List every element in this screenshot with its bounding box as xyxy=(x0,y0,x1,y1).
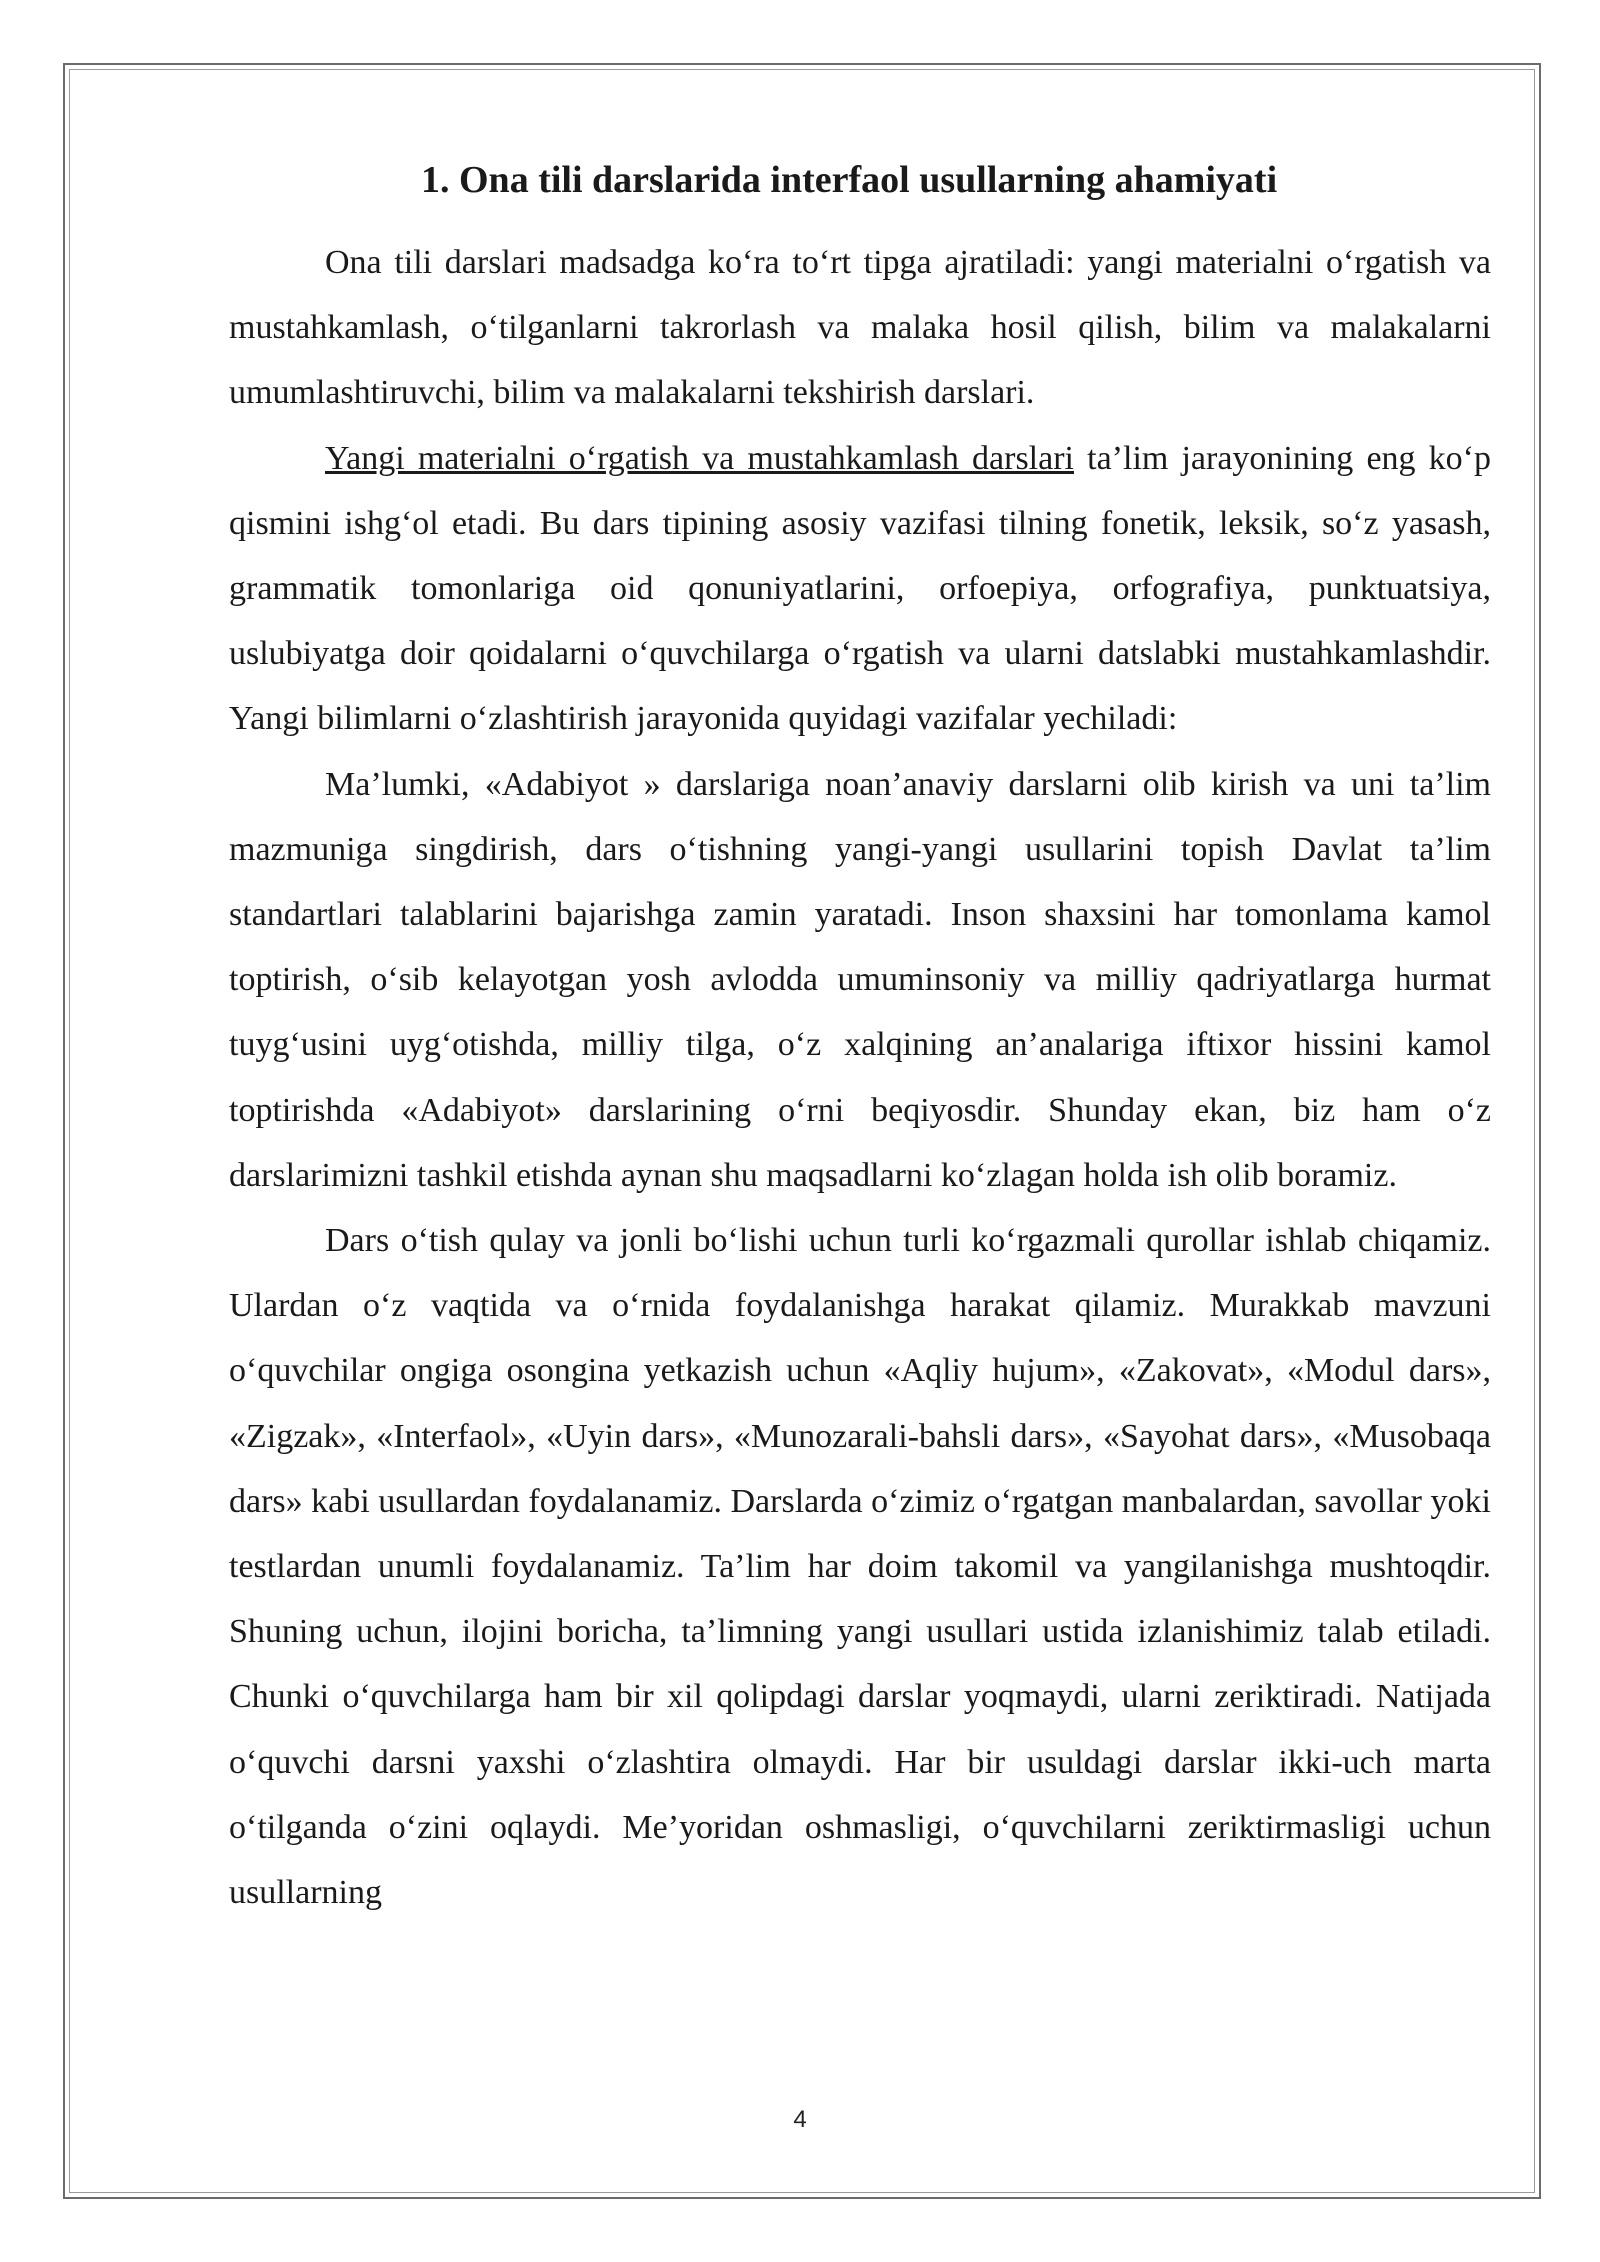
paragraph-interactive-methods: Dars o‘tish qulay va jonli bo‘lishi uchun turli ko‘rgazmali qurollar ishlab chiqamiz. Ulardan o‘z vaqtida va o‘rnida foydalanishga harakat qilamiz. Murakkab mavzuni o‘quvchilar ongiga osongina yetkazish uchun «Aqliy hujum», «Zakovat», «Modul dars», «Zigzak», «Interfaol», «Uyin dars», «Munozarali-bahsli dars», «Sayohat dars», «Musobaqa dars» kabi usullardan foydalanamiz. Darslarda o‘zimiz o‘rgatgan manbalardan, savollar yoki testlardan unumli foydalanamiz. Ta’lim har doim takomil va yangilanishga mushtoqdir. Shuning uchun, ilojini boricha, ta’limning yangi usullari ustida izlanishimiz talab etiladi. Chunki o‘quvchilarga ham bir xil qolipdagi darslar yoqmaydi, ularni zeriktiradi. Natijada o‘quvchi darsni yaxshi o‘zlashtira olmaydi. Har bir usuldagi darslar ikki-uch marta o‘tilganda o‘zini oqlaydi. Me’yoridan oshmasligi, o‘quvchilarni zeriktirmasligi uchun usullarning xyxy=(229,1222,1491,1912)
section-title: 1. Ona tili darslarida interfaol usullarning ahamiyati xyxy=(421,159,1278,201)
paragraph-text: ta’lim jarayonining eng ko‘p qismini ishg‘ol etadi. Bu dars tipining asosiy vazifasi tilning fonetik, leksik, so‘z yasash, grammatik tomonlariga oid qonuniyatlarini, orfoepiya, orfografiya, punktuatsiya, uslubiyatga doir qoidalarni o‘quvchilarga o‘rgatish va ularni datslabki mustahkamlashdir. Yangi bilimlarni o‘zlashtirish jarayonida quyidagi vazifalar yechiladi: xyxy=(229,439,1491,738)
underlined-phrase: Yangi materialni o‘rgatish va mustahkamlash darslari xyxy=(325,439,1074,477)
document-body xyxy=(229,150,1491,1925)
page-number: 4 xyxy=(793,2106,807,2133)
paragraph-literature-lessons: Ma’lumki, «Adabiyot » darslariga noan’anaviy darslarni olib kirish va uni ta’lim mazmuniga singdirish, dars o‘tishning yangi-yangi usullarini topish Davlat ta’lim standartlari talablarini bajarishga zamin yaratadi. Inson shaxsini har tomonlama kamol toptirish, o‘sib kelayotgan yosh avlodda umuminsoniy va milliy qadriyatlarga hurmat tuyg‘usini uyg‘otishda, milliy tilga, o‘z xalqining an’analariga iftixor hissini kamol toptirishda «Adabiyot» darslarining o‘rni beqiyosdir. Shunday ekan, biz ham o‘z darslarimizni tashkil etishda aynan shu maqsadlarni ko‘zlagan holda ish olib boramiz. xyxy=(229,765,1491,1194)
paragraph-lesson-types: Ona tili darslari madsadga ko‘ra to‘rt tipga ajratiladi: yangi materialni o‘rgatish va mustahkamlash, o‘tilganlarni takrorlash va malaka hosil qilish, bilim va malakalarni umumlashtiruvchi, bilim va malakalarni tekshirish darslari. xyxy=(229,244,1491,412)
paragraph-new-material-lessons xyxy=(229,426,1491,752)
